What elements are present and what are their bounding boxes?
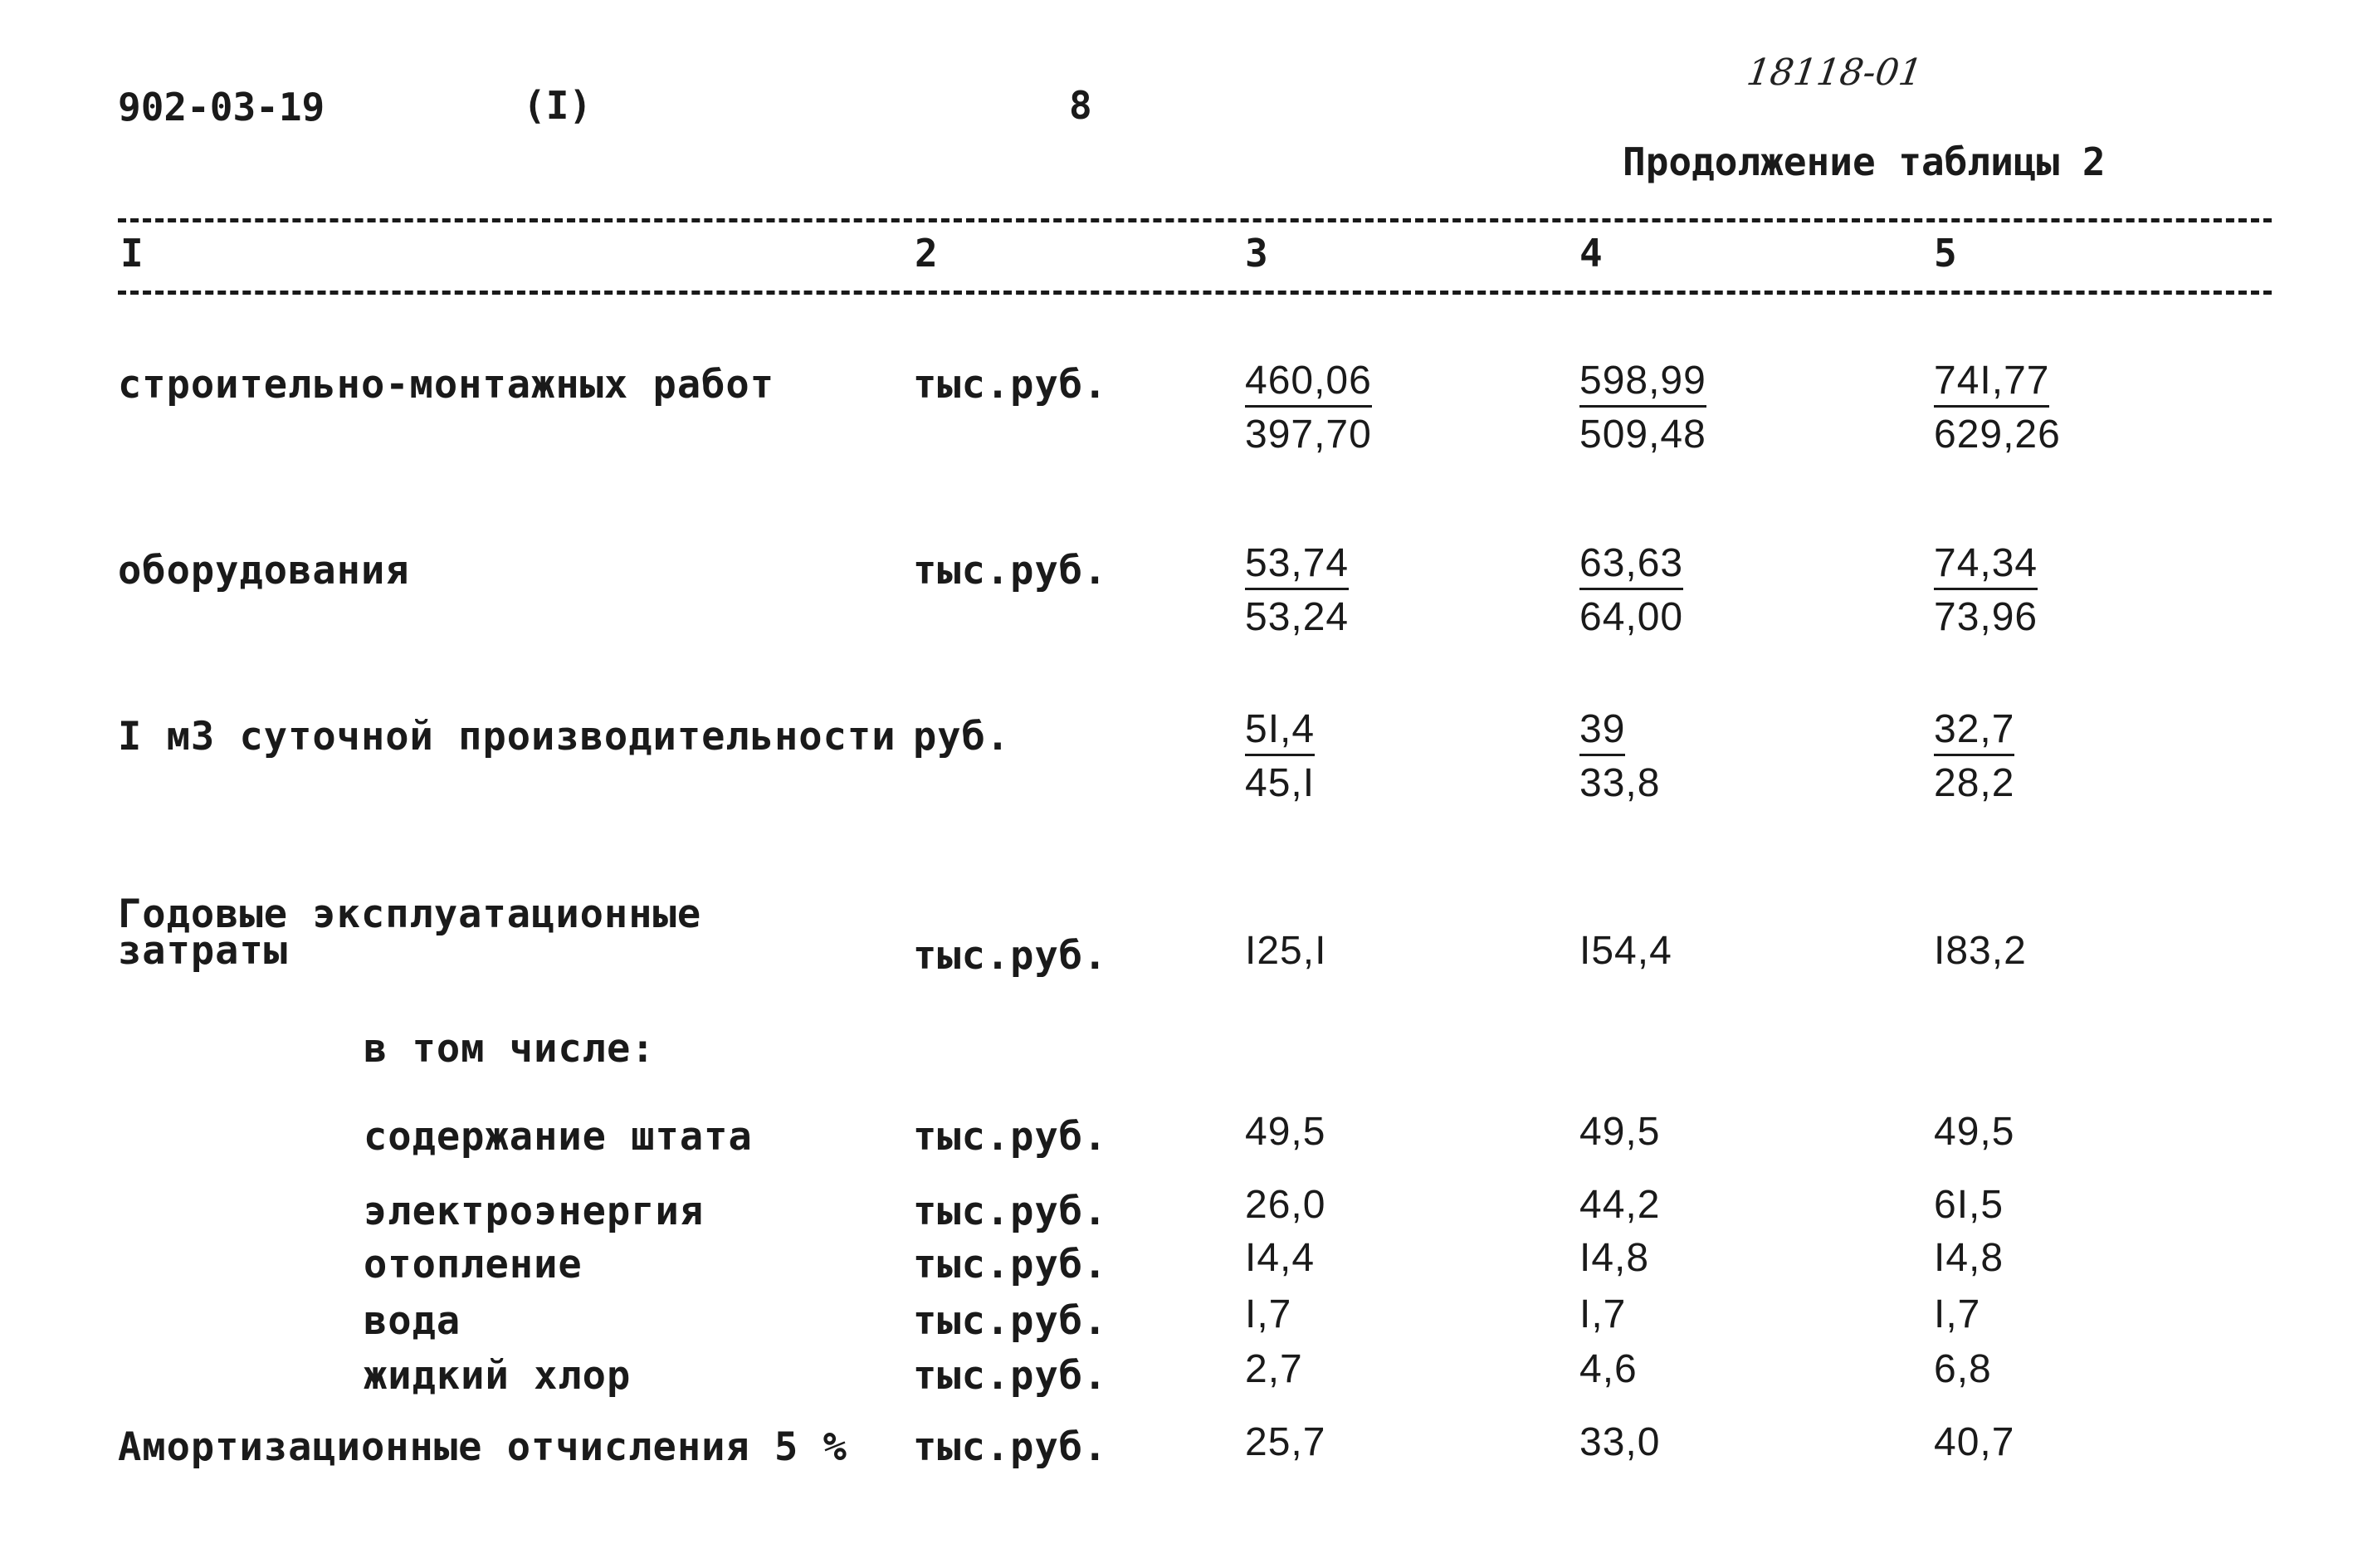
fraction-bottom: 629,26 [1934,413,2061,457]
table-continuation-caption: Продолжение таблицы 2 [1623,139,2106,184]
column-header-2: 2 [915,231,938,276]
row-unit: тыс.руб. [913,1189,1108,1234]
value-fraction [1245,540,1349,645]
fraction-top: 63,63 [1579,540,1683,590]
row-label-electricity: электроэнергия [364,1189,705,1234]
row-label-per-m3: I м3 суточной производительности [118,714,896,760]
row-label-staff: содержание штата [364,1114,753,1160]
value: I,7 [1579,1292,1627,1336]
value-fraction [1934,706,2014,811]
value-fraction [1934,357,2061,462]
row-unit: тыс.руб. [913,1353,1108,1399]
fraction-bottom: 28,2 [1934,761,2015,805]
row-unit: руб. [913,714,1011,760]
row-unit: тыс.руб. [913,362,1108,408]
value: I4,8 [1934,1236,2004,1280]
row-unit: тыс.руб. [913,1242,1108,1287]
document-part: (I) [523,83,593,128]
value: 49,5 [1245,1110,1326,1154]
value: 25,7 [1245,1420,1326,1464]
header-bottom-rule [118,291,2272,295]
value-fraction [1245,357,1372,462]
row-label-construction: строительно-монтажных работ [118,362,775,408]
value: 6,8 [1934,1347,1992,1391]
column-header-5: 5 [1934,231,1957,276]
fraction-top: 39 [1579,706,1625,756]
fraction-top: 460,06 [1245,357,1372,408]
fraction-bottom: 509,48 [1579,413,1706,457]
column-header-3: 3 [1245,231,1268,276]
value-fraction [1934,540,2038,645]
row-label-heating: отопление [364,1242,583,1287]
row-label-depreciation: Амортизационные отчисления 5 % [118,1424,847,1470]
value: I,7 [1245,1292,1292,1336]
column-header-4: 4 [1579,231,1603,276]
value: 49,5 [1934,1110,2015,1154]
value-fraction [1579,540,1683,645]
fraction-bottom: 33,8 [1579,761,1661,805]
label-line: Годовые эксплуатационные [118,891,702,937]
fraction-top: 53,74 [1245,540,1349,590]
value: I25,I [1245,929,1327,973]
value-fraction [1245,706,1315,811]
value: 44,2 [1579,1183,1661,1227]
column-header-1: I [120,231,144,276]
inventory-number: 18118-01 [1744,51,1926,94]
fraction-bottom: 73,96 [1934,595,2038,639]
value: 40,7 [1934,1420,2015,1464]
fraction-top: 74I,77 [1934,357,2049,408]
value: I83,2 [1934,929,2027,973]
value: 49,5 [1579,1110,1661,1154]
row-label-water: вода [364,1298,461,1344]
fraction-bottom: 397,70 [1245,413,1372,457]
fraction-bottom: 53,24 [1245,595,1350,639]
value: I,7 [1934,1292,1981,1336]
value-fraction [1579,706,1660,811]
page-number: 8 [1069,83,1092,128]
value: 26,0 [1245,1183,1326,1227]
value-fraction [1579,357,1706,462]
value: 2,7 [1245,1347,1303,1391]
row-unit: тыс.руб. [913,1114,1108,1160]
fraction-top: 74,34 [1934,540,2038,590]
fraction-bottom: 45,I [1245,761,1316,805]
fraction-top: 32,7 [1934,706,2014,756]
value: I4,8 [1579,1236,1650,1280]
header-top-rule [118,218,2272,222]
fraction-top: 598,99 [1579,357,1706,408]
value: I4,4 [1245,1236,1316,1280]
row-label-chlorine: жидкий хлор [364,1353,632,1399]
value: 33,0 [1579,1420,1661,1464]
row-unit: тыс.руб. [913,1298,1108,1344]
row-unit: тыс.руб. [913,933,1108,979]
fraction-top: 5I,4 [1245,706,1315,756]
row-label-equipment: оборудования [118,548,410,593]
fraction-bottom: 64,00 [1579,595,1684,639]
document-code: 902-03-19 [118,85,325,129]
row-unit: тыс.руб. [913,548,1108,593]
value: 6I,5 [1934,1183,2004,1227]
value: I54,4 [1579,929,1672,973]
row-label-including: в том числе: [364,1026,656,1072]
value: 4,6 [1579,1347,1638,1391]
row-unit: тыс.руб. [913,1424,1108,1470]
label-line: затраты [118,928,289,974]
row-label-annual-costs [118,891,702,974]
